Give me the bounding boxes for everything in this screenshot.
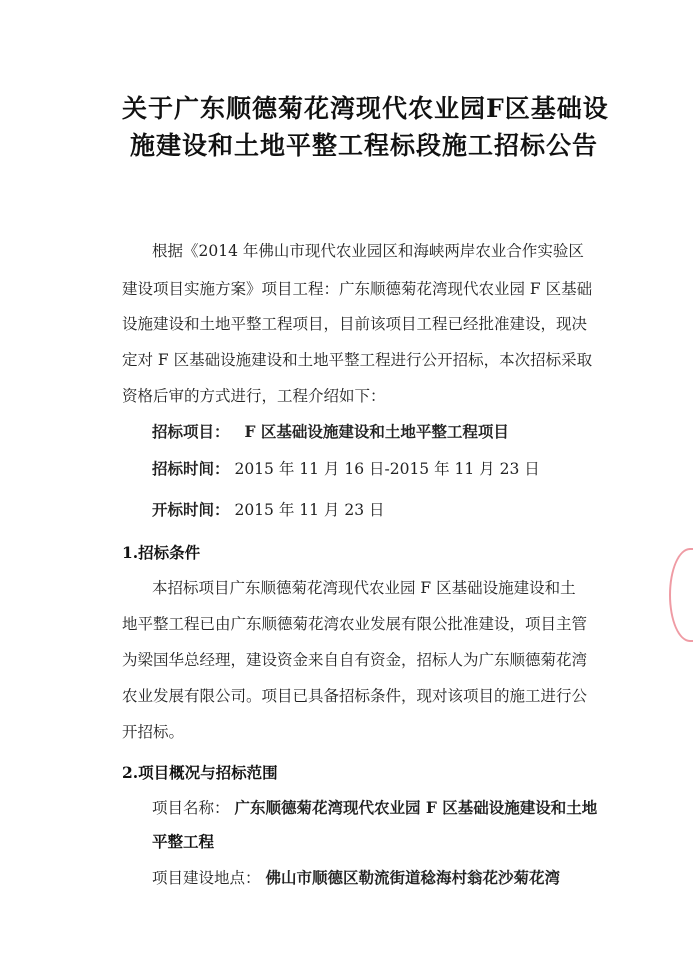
intro-line-1: 根据《2014 年佛山市现代农业园区和海峡两岸农业合作实验区 [152,242,584,260]
bid-project-label: 招标项目： [152,422,230,441]
intro-line-3: 设施建设和土地平整工程项目，目前该项目工程已经批准建设，现决 [122,315,588,333]
bid-project-field [152,420,509,442]
red-seal-stamp-edge [669,548,693,642]
bid-time-label: 招标时间： [152,459,230,478]
document-title-line-1: 关于广东顺德菊花湾现代农业园F区基础设 [122,94,609,123]
section-1-line-1: 本招标项目广东顺德菊花湾现代农业园 F 区基础设施建设和土 [152,579,576,597]
section-1-line-5: 开招标。 [122,723,185,741]
bid-time-field [152,457,540,479]
project-site-field [152,866,560,888]
section-1-heading: 1.招标条件 [122,543,201,562]
document-title-line-2: 施建设和土地平整工程标段施工招标公告 [130,131,599,160]
open-time-value: 2015 年 11 月 23 日 [234,501,385,519]
bid-time-value: 2015 年 11 月 16 日-2015 年 11 月 23 日 [234,460,540,478]
project-name-field [152,796,597,818]
open-time-field [152,498,384,520]
project-name-label: 项目名称： [152,799,230,817]
project-site-label: 项目建设地点： [152,869,261,887]
section-1-line-2: 地平整工程已由广东顺德菊花湾农业发展有限公批准建设，项目主管 [122,615,588,633]
intro-line-4: 定对 F 区基础设施建设和土地平整工程进行公开招标，本次招标采取 [122,351,593,369]
intro-line-5: 资格后审的方式进行，工程介绍如下： [122,387,386,405]
bid-project-value: F 区基础设施建设和土地平整工程项目 [244,422,509,441]
intro-line-2: 建设项目实施方案》项目工程：广东顺德菊花湾现代农业园 F 区基础 [122,280,593,298]
project-name-value-2: 平整工程 [152,832,215,851]
project-site-value: 佛山市顺德区勒流街道稔海村翁花沙菊花湾 [265,868,560,887]
section-1-line-3: 为梁国华总经理，建设资金来自自有资金，招标人为广东顺德菊花湾 [122,651,588,669]
open-time-label: 开标时间： [152,500,230,519]
section-2-heading: 2.项目概况与招标范围 [122,763,278,782]
project-name-value-1: 广东顺德菊花湾现代农业园 F 区基础设施建设和土地 [234,798,598,817]
section-1-line-4: 农业发展有限公司。项目已具备招标条件，现对该项目的施工进行公 [122,687,588,705]
